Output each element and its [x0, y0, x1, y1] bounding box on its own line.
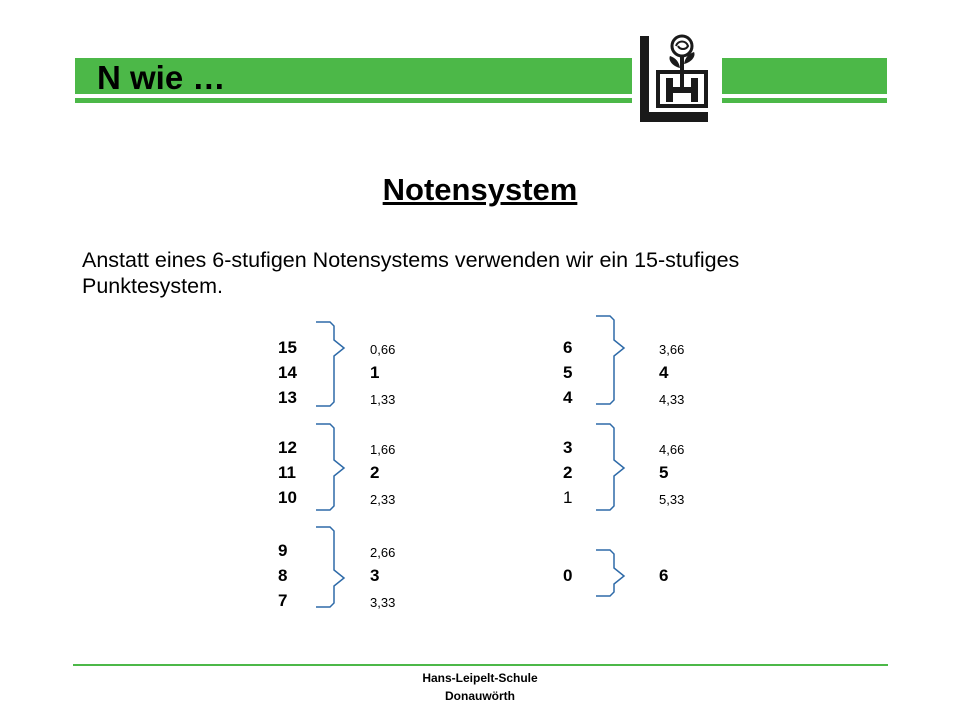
bracket-shape [596, 424, 624, 510]
points-value: 10 [278, 488, 297, 507]
grade-value: 5 [659, 463, 669, 482]
points-value: 15 [278, 338, 297, 357]
points-value: 3 [563, 438, 573, 457]
points-value: 12 [278, 438, 297, 457]
points-value: 0 [563, 566, 573, 585]
grade-value: 2,66 [370, 545, 396, 560]
points-value: 6 [563, 338, 573, 357]
grade-value: 2 [370, 463, 380, 482]
footer-divider [73, 664, 888, 666]
points-value: 9 [278, 541, 288, 560]
grade-value: 6 [659, 566, 669, 585]
bracket-shape [596, 550, 624, 596]
points-value: 5 [563, 363, 573, 382]
bracket-shape [596, 316, 624, 404]
bracket-shape [316, 424, 344, 510]
points-value: 13 [278, 388, 297, 407]
slide-title: N wie … [97, 59, 226, 96]
footer-city: Donauwörth [445, 689, 515, 703]
bracket-shape [316, 322, 344, 406]
grade-value: 3 [370, 566, 380, 585]
grade-value: 4,33 [659, 392, 685, 407]
grade-value: 4 [659, 363, 669, 382]
grade-value: 2,33 [370, 492, 396, 507]
points-value: 14 [278, 363, 297, 382]
footer-school: Hans-Leipelt-Schule [422, 671, 538, 685]
grade-value: 5,33 [659, 492, 685, 507]
grade-value: 1,33 [370, 392, 396, 407]
grade-value: 1 [370, 363, 380, 382]
points-value: 11 [278, 463, 296, 482]
grade-value: 4,66 [659, 442, 685, 457]
points-value: 2 [563, 463, 573, 482]
points-value: 7 [278, 591, 288, 610]
points-value: 8 [278, 566, 288, 585]
grade-value: 0,66 [370, 342, 396, 357]
points-value: 1 [563, 488, 573, 507]
grade-value: 3,33 [370, 595, 396, 610]
grade-value: 1,66 [370, 442, 396, 457]
bracket-shape [316, 527, 344, 607]
points-value: 4 [563, 388, 573, 407]
intro-text: Anstatt eines 6-stufigen Notensystems verwenden wir ein 15-stufiges Punktesystem. [82, 248, 740, 298]
grade-value: 3,66 [659, 342, 685, 357]
page-heading: Notensystem [382, 172, 578, 207]
